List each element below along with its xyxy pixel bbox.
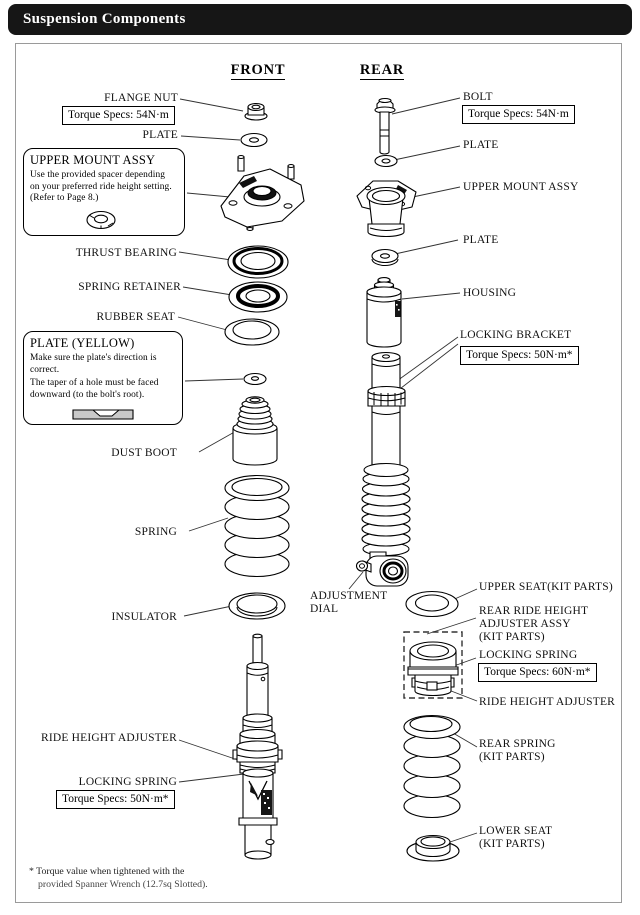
front-thrust-bearing-label: THRUST BEARING xyxy=(75,247,177,259)
front-ride-height-adjuster-label: RIDE HEIGHT ADJUSTER xyxy=(40,732,177,744)
front-upper-mount-drawing xyxy=(221,156,304,231)
front-locking-spring-torque: Torque Specs: 50N·m* xyxy=(56,790,175,809)
front-rubber-seat-label: RUBBER SEAT xyxy=(96,311,175,323)
rear-locking-spring-label: LOCKING SPRING xyxy=(479,649,578,661)
front-flange-nut-torque: Torque Specs: 54N·m xyxy=(62,106,175,125)
page-title: Suspension Components xyxy=(8,4,632,35)
front-plate-yellow-note-line: downward (to the bolt's root). xyxy=(30,389,145,400)
rear-bolt-label: BOLT xyxy=(463,91,493,103)
front-spring-drawing xyxy=(225,476,289,577)
rear-spring-label-line-1: REAR SPRING xyxy=(479,738,556,750)
front-thrust-bearing-drawing xyxy=(228,246,288,278)
front-strut-drawing xyxy=(233,634,282,859)
front-plate-label: PLATE xyxy=(142,129,178,141)
rear-spring-label xyxy=(479,738,556,764)
front-flange-nut-label: FLANGE NUT xyxy=(104,92,178,104)
rear-spring-drawing xyxy=(404,716,460,818)
rear-lower-seat-label xyxy=(479,825,552,851)
rear-upper-seat-drawing xyxy=(406,592,458,617)
footnote-line-1: * Torque value when tightened with the xyxy=(29,866,185,877)
rear-locking-bracket-label: LOCKING BRACKET xyxy=(460,329,572,341)
rear-lower-seat-label-line-1: LOWER SEAT xyxy=(479,825,553,837)
front-spring-retainer-drawing xyxy=(229,282,287,312)
rear-upper-mount-drawing xyxy=(357,181,416,237)
front-insulator-drawing xyxy=(229,593,285,619)
front-plate-yellow-note xyxy=(23,331,183,425)
rear-bolt-drawing xyxy=(375,99,395,155)
rear-housing-drawing xyxy=(367,278,401,347)
rear-rha-assy-label-line-1: REAR RIDE HEIGHT xyxy=(479,605,589,617)
rear-plate-upper-label: PLATE xyxy=(463,139,499,151)
front-plate-yellow-note-line: The taper of a hole must be faced xyxy=(30,378,159,389)
rear-column-header: REAR xyxy=(359,62,405,78)
rear-rha-assy-label-line-3: (KIT PARTS) xyxy=(479,631,545,643)
front-dust-boot-drawing xyxy=(233,397,277,465)
front-rubber-seat-drawing xyxy=(225,319,279,345)
front-locking-spring-label: LOCKING SPRING xyxy=(78,776,177,788)
rear-spring-label-line-2: (KIT PARTS) xyxy=(479,751,545,763)
front-dust-boot-label: DUST BOOT xyxy=(111,447,177,459)
rear-rha-assy-label-line-2: ADJUSTER ASSY xyxy=(479,618,571,630)
front-plate-yellow-note-line: Make sure the plate's direction is xyxy=(30,353,157,363)
rear-plate-lower-label: PLATE xyxy=(463,234,499,246)
rear-locking-bracket-torque: Torque Specs: 50N·m* xyxy=(460,346,579,365)
front-upper-mount-note xyxy=(23,148,185,236)
rear-adjustment-dial-label xyxy=(310,590,387,615)
footnote-line-2: provided Spanner Wrench (12.7sq Slotted). xyxy=(38,879,208,890)
rear-ride-height-adjuster-assy-label xyxy=(479,605,588,644)
rear-housing-label: HOUSING xyxy=(463,287,517,299)
front-upper-mount-note-line: Use the provided spacer depending xyxy=(30,170,166,180)
front-plate-yellow-drawing xyxy=(244,374,266,385)
front-insulator-label: INSULATOR xyxy=(111,611,177,623)
front-upper-mount-note-line: (Refer to Page 8.) xyxy=(30,193,99,204)
rear-lower-seat-label-line-2: (KIT PARTS) xyxy=(479,838,545,850)
rear-adjustment-dial-label-line-2: DIAL xyxy=(310,602,339,615)
rear-upper-seat-label: UPPER SEAT(KIT PARTS) xyxy=(479,581,613,593)
front-spring-retainer-label: SPRING RETAINER xyxy=(78,281,181,293)
front-plate-drawing xyxy=(241,134,267,147)
rear-lower-seat-drawing xyxy=(407,836,459,862)
front-plate-yellow-note-title: PLATE (YELLOW) xyxy=(30,336,135,350)
front-upper-mount-note-title: UPPER MOUNT ASSY xyxy=(30,153,156,167)
front-plate-yellow-note-line: correct. xyxy=(30,364,60,375)
rear-bolt-torque: Torque Specs: 54N·m xyxy=(462,105,575,124)
rear-plate-lower-drawing xyxy=(372,250,398,266)
rear-adjustment-dial-drawing xyxy=(357,561,372,572)
front-column-header: FRONT xyxy=(230,62,286,78)
front-upper-mount-note-line: on your preferred ride height setting. xyxy=(30,181,172,192)
rear-plate-upper-drawing xyxy=(375,156,397,167)
rear-upper-mount-assy-label: UPPER MOUNT ASSY xyxy=(463,181,579,193)
front-flange-nut-drawing xyxy=(245,104,267,121)
rear-ride-height-adjuster-assy-drawing xyxy=(408,642,458,696)
front-spring-label: SPRING xyxy=(134,526,177,538)
rear-locking-spring-torque: Torque Specs: 60N·m* xyxy=(478,663,597,682)
rear-adjustment-dial-label-line-1: ADJUSTMENT xyxy=(310,590,388,602)
rear-ride-height-adjuster-label: RIDE HEIGHT ADJUSTER xyxy=(479,696,616,708)
